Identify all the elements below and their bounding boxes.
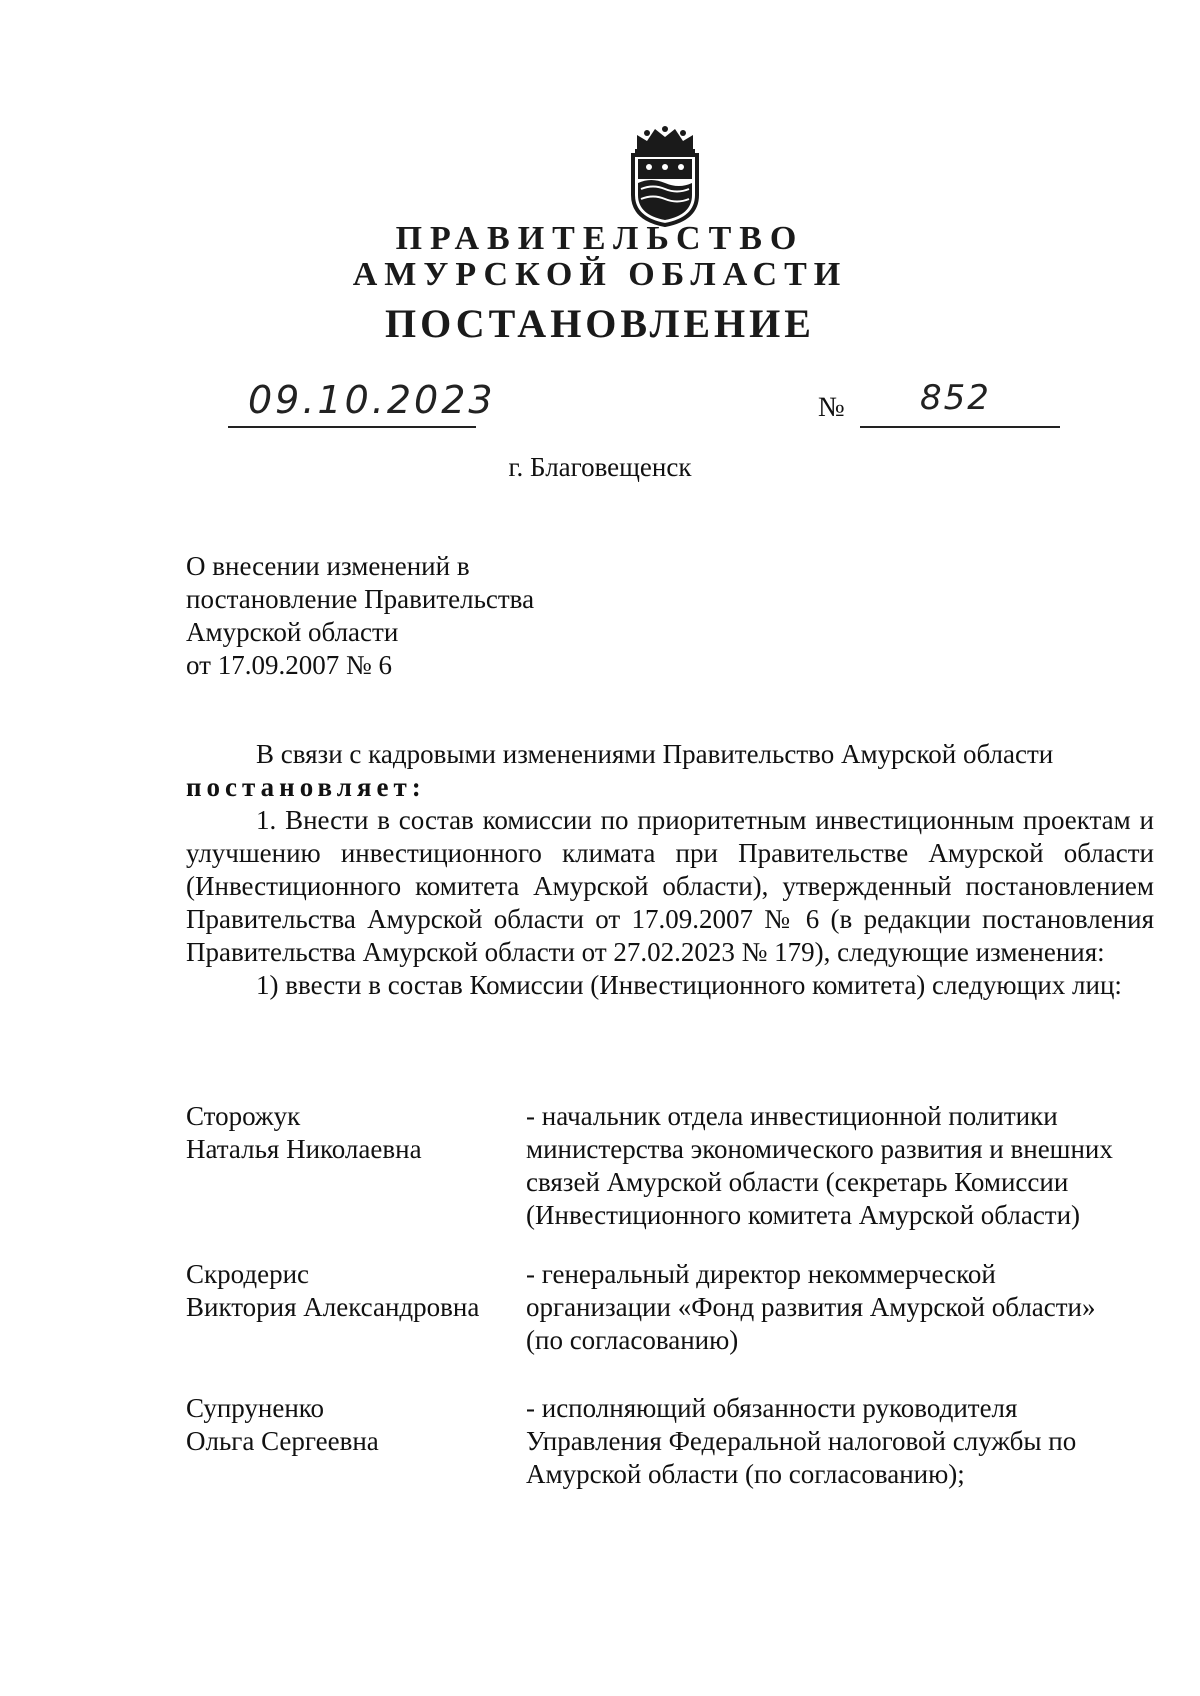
document-subject	[186, 550, 534, 682]
handwritten-number: 852	[920, 378, 991, 418]
role-line: (по согласованию)	[526, 1325, 739, 1355]
person-surname: Супруненко	[186, 1393, 325, 1423]
subject-line: от 17.09.2007 № 6	[186, 650, 392, 680]
document-type: ПОСТАНОВЛЕНИЕ	[385, 301, 815, 346]
handwritten-date: 09.10.2023	[248, 378, 496, 422]
role-line: (Инвестиционного комитета Амурской области)	[526, 1200, 1081, 1230]
city-name: г. Благовещенск	[508, 452, 692, 482]
person-name	[186, 1100, 516, 1166]
persons-list	[186, 1100, 1154, 1502]
org-name-line2: АМУРСКОЙ ОБЛАСТИ	[352, 256, 848, 293]
date-field	[228, 378, 496, 428]
person-entry	[186, 1392, 1154, 1502]
role-line: Управления Федеральной налоговой службы по	[526, 1426, 1077, 1456]
resolve-word: постановляет:	[186, 772, 426, 802]
person-given-name: Ольга Сергеевна	[186, 1426, 379, 1456]
coat-of-arms-icon	[623, 121, 707, 227]
person-entry	[186, 1100, 1154, 1258]
person-name	[186, 1392, 516, 1458]
person-surname: Сторожук	[186, 1101, 301, 1131]
role-line: - исполняющий обязанности руководителя	[526, 1393, 1018, 1423]
org-name-line1: ПРАВИТЕЛЬСТВО	[395, 220, 805, 257]
subject-line: Амурской области	[186, 617, 399, 647]
person-entry	[186, 1258, 1154, 1392]
role-line: - начальник отдела инвестиционной политики	[526, 1101, 1058, 1131]
person-role	[526, 1392, 1154, 1491]
document-body	[186, 738, 1154, 1002]
person-name	[186, 1258, 516, 1324]
role-line: - генеральный директор некоммерческой	[526, 1259, 996, 1289]
person-given-name: Виктория Александровна	[186, 1292, 480, 1322]
subject-line: постановление Правительства	[186, 584, 535, 614]
role-line: организации «Фонд развития Амурской области»	[526, 1292, 1096, 1322]
subject-line: О внесении изменений в	[186, 551, 470, 581]
intro-paragraph: В связи с кадровыми изменениями Правительство Амурской области	[256, 739, 1054, 769]
role-line: министерства экономического развития и внешних	[526, 1134, 1113, 1164]
role-line: связей Амурской области (секретарь Комиссии	[526, 1167, 1069, 1197]
number-sign: №	[818, 392, 845, 423]
person-role	[526, 1100, 1154, 1232]
person-role	[526, 1258, 1154, 1357]
person-given-name: Наталья Николаевна	[186, 1134, 422, 1164]
subitem-1-paragraph: 1) ввести в состав Комиссии (Инвестиционного комитета) следующих лиц:	[256, 970, 1122, 1000]
number-field	[860, 378, 1060, 428]
person-surname: Скродерис	[186, 1259, 310, 1289]
role-line: Амурской области (по согласованию);	[526, 1459, 965, 1489]
item-1-paragraph: 1. Внести в состав комиссии по приоритетным инвестиционным проектам и улучшению инвестиционного климата при Правительстве Амурской области (Инвестиционного комитета Амурской области), утвержденный постановлением Правительства Амурской области от 17.09.2007 № 6 (в редакции постановления Правительства Амурской области от 27.02.2023 № 179), следующие изменения:	[186, 805, 1154, 967]
